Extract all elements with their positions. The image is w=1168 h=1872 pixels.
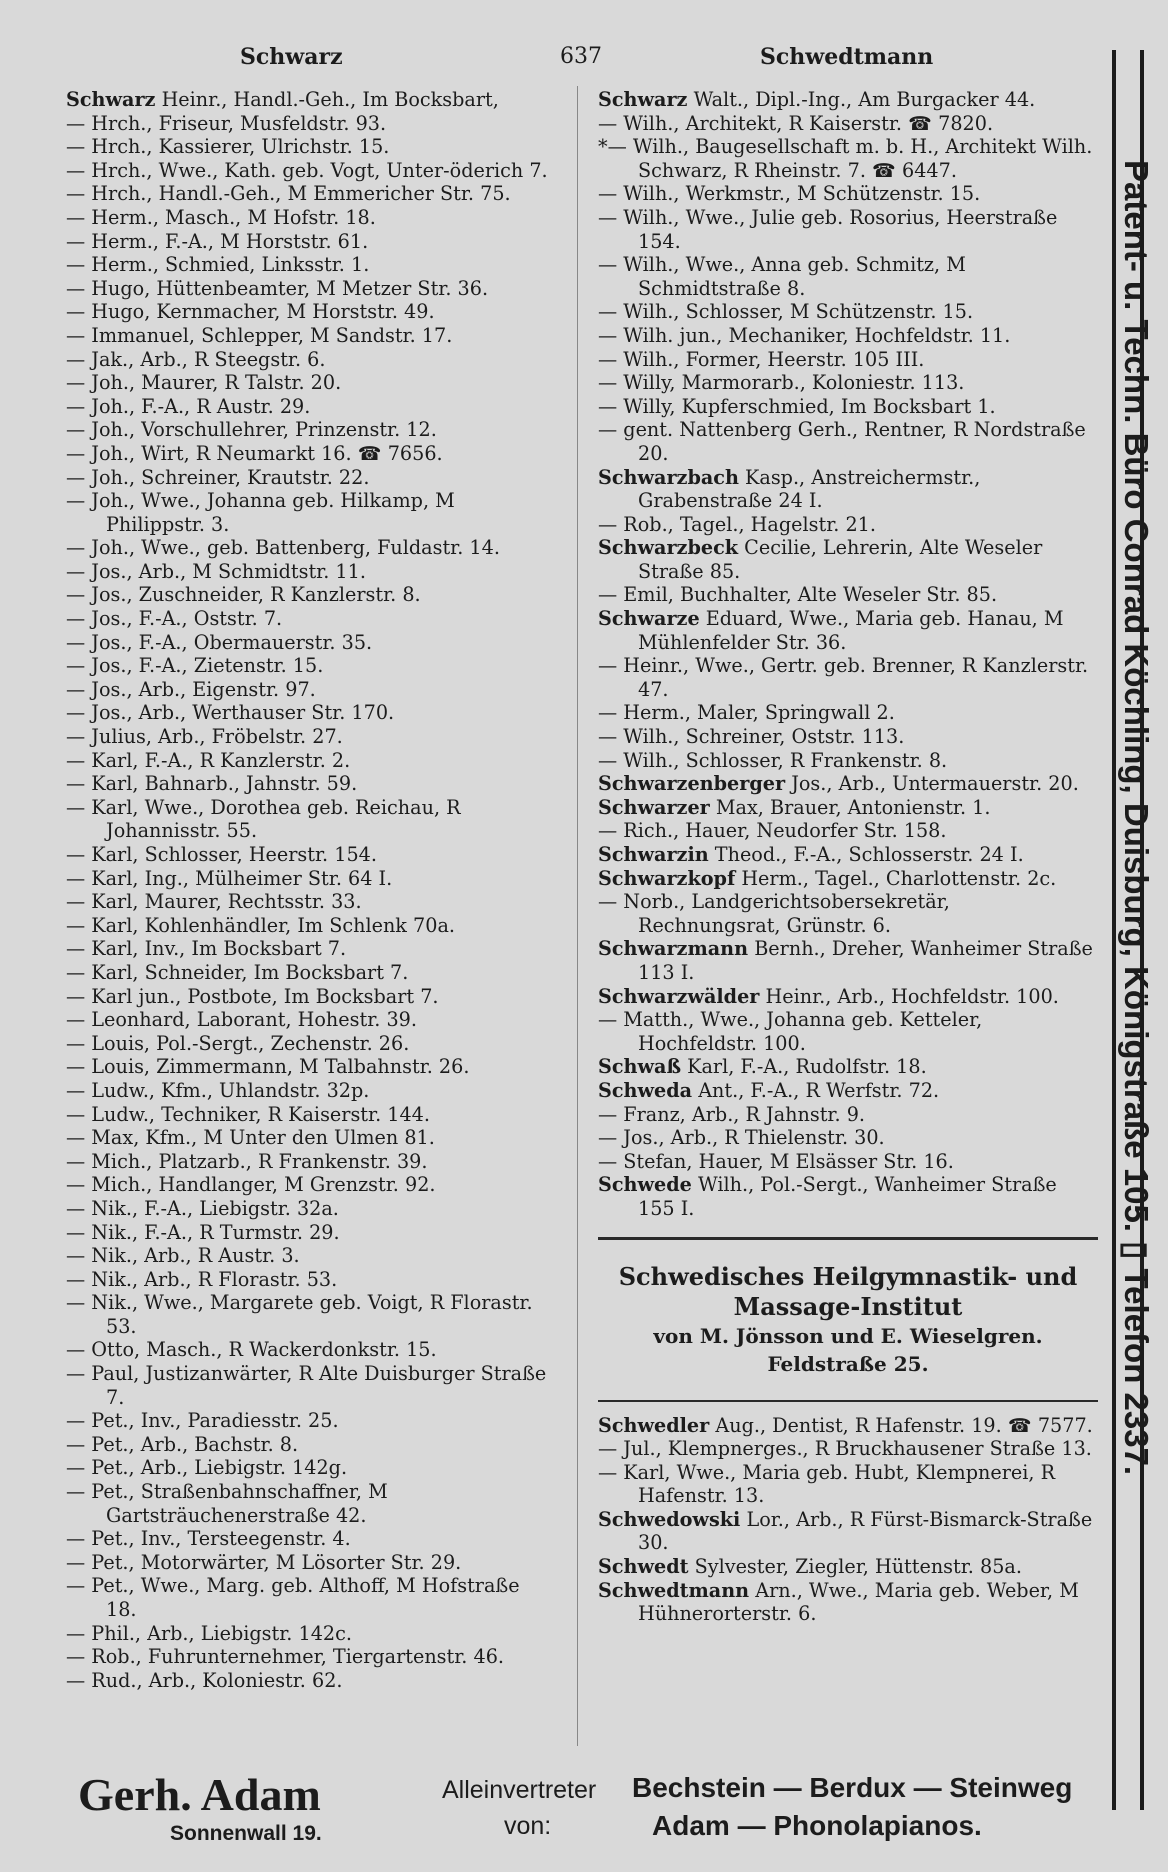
directory-entry — [66, 466, 556, 490]
entry-surname: Schwarzkopf — [598, 866, 736, 890]
entry-details: — Leonhard, Laborant, Hohestr. 39. — [66, 1008, 417, 1032]
entry-details: — Immanuel, Schlepper, M Sandstr. 17. — [66, 323, 453, 347]
entry-details: — Jul., Klempnerges., R Bruckhausener Straße 13. — [598, 1437, 1092, 1461]
directory-entry — [598, 583, 1098, 607]
directory-entry — [598, 843, 1098, 867]
directory-entry — [66, 418, 556, 442]
directory-entry — [66, 1645, 556, 1669]
entry-details: — Stefan, Hauer, M Elsässer Str. 16. — [598, 1149, 954, 1173]
entry-surname: Schwedt — [598, 1555, 689, 1579]
entry-details: — Joh., F.-A., R Austr. 29. — [66, 394, 311, 418]
entry-surname: Schwarzmann — [598, 937, 749, 961]
entry-details: — Joh., Maurer, R Talstr. 20. — [66, 371, 342, 395]
entry-details: — Hugo, Hüttenbeamter, M Metzer Str. 36. — [66, 276, 489, 300]
directory-entry — [66, 348, 556, 372]
directory-entry — [598, 607, 1098, 654]
directory-entry — [66, 206, 556, 230]
entry-details: *— Wilh., Baugesellschaft m. b. H., Architekt Wilh. Schwarz, R Rheinstr. 7. ☎ 6447. — [598, 135, 1093, 182]
advertisement-box — [598, 1262, 1098, 1378]
directory-entry — [598, 1150, 1098, 1174]
directory-entry — [66, 1197, 556, 1221]
directory-entry — [66, 135, 556, 159]
directory-entry — [598, 395, 1098, 419]
directory-entry — [66, 1527, 556, 1551]
directory-entry — [66, 1150, 556, 1174]
entry-details: — Jos., F.-A., Obermauerstr. 35. — [66, 630, 373, 654]
entry-surname: Schwarz — [598, 88, 688, 111]
entry-details: — Paul, Justizanwärter, R Alte Duisburger Straße 7. — [66, 1362, 547, 1409]
entry-details: — Joh., Wirt, R Neumarkt 16. ☎ 7656. — [66, 441, 443, 465]
entry-details: Wilh., Pol.-Sergt., Wanheimer Straße 155 I. — [638, 1173, 1057, 1220]
left-column — [66, 88, 556, 1692]
directory-entry — [66, 796, 556, 843]
directory-entry — [598, 701, 1098, 725]
entry-details: — Joh., Wwe., geb. Battenberg, Fuldastr. 14. — [66, 536, 500, 560]
directory-entry — [66, 182, 556, 206]
entry-surname: Schwarzer — [598, 795, 710, 819]
directory-entry — [66, 1622, 556, 1646]
entry-details: — Wilh., Schlosser, M Schützenstr. 15. — [598, 300, 974, 324]
directory-entry — [598, 1126, 1098, 1150]
entry-surname: Schwarzbach — [598, 465, 739, 489]
header-left-keyword: Schwarz — [240, 44, 343, 70]
directory-entry — [598, 1508, 1098, 1555]
directory-entry — [66, 985, 556, 1009]
directory-entry — [66, 1480, 556, 1527]
side-rule-left — [1112, 50, 1116, 1810]
directory-entry — [598, 1579, 1098, 1626]
directory-entry — [66, 631, 556, 655]
right-column-top-entries — [598, 88, 1098, 1221]
entry-details: — Karl, Maurer, Rechtsstr. 33. — [66, 890, 362, 914]
entry-details: — Jak., Arb., R Steegstr. 6. — [66, 347, 326, 371]
directory-entry — [66, 1433, 556, 1457]
entry-details: — Joh., Wwe., Johanna geb. Hilkamp, M Philippstr. 3. — [66, 489, 455, 536]
directory-entry — [66, 1055, 556, 1079]
directory-entry — [598, 371, 1098, 395]
entry-details: — Pet., Wwe., Marg. geb. Althoff, M Hofstraße 18. — [66, 1574, 520, 1621]
entry-details: — Nik., F.-A., R Turmstr. 29. — [66, 1220, 340, 1244]
directory-entry — [66, 1008, 556, 1032]
entry-surname: Schwarz — [66, 88, 156, 111]
directory-entry — [66, 536, 556, 560]
directory-entry — [598, 1055, 1098, 1079]
entry-surname: Schwarze — [598, 607, 700, 631]
entry-details: Max, Brauer, Antonienstr. 1. — [715, 795, 991, 819]
entry-details: — Willy, Kupferschmied, Im Bocksbart 1. — [598, 394, 996, 418]
directory-entry — [66, 1173, 556, 1197]
entry-details: — Rob., Tagel., Hagelstr. 21. — [598, 512, 876, 536]
directory-entry — [66, 1032, 556, 1056]
directory-entry — [598, 796, 1098, 820]
directory-entry — [66, 230, 556, 254]
entry-details: — Pet., Motorwärter, M Lösorter Str. 29. — [66, 1550, 462, 1574]
directory-entry — [598, 418, 1098, 465]
header-right-keyword: Schwedtmann — [760, 44, 934, 70]
entry-details: — Rud., Arb., Koloniestr. 62. — [66, 1668, 343, 1692]
entry-details: — Karl, Kohlenhändler, Im Schlenk 70a. — [66, 913, 455, 937]
entry-details: — Rob., Fuhrunternehmer, Tiergartenstr. 46. — [66, 1645, 505, 1669]
ad-owners: von M. Jönsson und E. Wieselgren. — [653, 1323, 1043, 1348]
directory-entry — [598, 135, 1098, 182]
entry-details: — Jos., F.-A., Oststr. 7. — [66, 607, 283, 631]
directory-entry — [66, 1079, 556, 1103]
entry-surname: Schwarzenberger — [598, 772, 786, 796]
entry-details: — Karl, Wwe., Maria geb. Hubt, Klempnerei, R Hafenstr. 13. — [598, 1460, 1056, 1508]
directory-entry — [598, 819, 1098, 843]
entry-details: — Hrch., Kassierer, Ulrichstr. 15. — [66, 135, 390, 159]
entry-details: — Phil., Arb., Liebigstr. 142c. — [66, 1621, 352, 1645]
entry-details: — Julius, Arb., Fröbelstr. 27. — [66, 725, 343, 749]
entry-details: — Jos., Arb., Werthauser Str. 170. — [66, 701, 395, 725]
entry-details: Theod., F.-A., Schlosserstr. 24 I. — [714, 843, 1024, 866]
directory-entry — [66, 1551, 556, 1575]
entry-details: Cecilie, Lehrerin, Alte Weseler Straße 85. — [638, 536, 1043, 583]
ad-address: Feldstraße 25. — [767, 1351, 929, 1376]
entry-details: — Karl, Bahnarb., Jahnstr. 59. — [66, 772, 358, 796]
directory-entry — [598, 1173, 1098, 1220]
directory-entry — [598, 324, 1098, 348]
entry-details: — Herm., Schmied, Linksstr. 1. — [66, 253, 370, 277]
entry-details: — Karl, Schlosser, Heerstr. 154. — [66, 843, 377, 866]
directory-entry — [598, 985, 1098, 1009]
ad-bottom-rule — [598, 1400, 1098, 1402]
entry-details: — Jos., Arb., R Thielenstr. 30. — [598, 1126, 885, 1150]
entry-details: — Wilh., Schreiner, Oststr. 113. — [598, 725, 905, 749]
directory-entry — [598, 536, 1098, 583]
directory-entry — [66, 324, 556, 348]
entry-details: — Rich., Hauer, Neudorfer Str. 158. — [598, 819, 947, 843]
directory-entry — [598, 725, 1098, 749]
directory-entry — [66, 772, 556, 796]
footer-address: Sonnenwall 19. — [170, 1822, 322, 1845]
entry-details: — Louis, Pol.-Sergt., Zechenstr. 26. — [66, 1031, 410, 1055]
entry-details: Herm., Tagel., Charlottenstr. 2c. — [741, 866, 1057, 890]
entry-details: — Herm., Masch., M Hofstr. 18. — [66, 205, 376, 229]
entry-details: — Louis, Zimmermann, M Talbahnstr. 26. — [66, 1055, 470, 1079]
directory-entry — [598, 1461, 1098, 1508]
directory-entry — [66, 890, 556, 914]
directory-entry — [598, 182, 1098, 206]
directory-entry — [66, 88, 556, 112]
entry-details: — Nik., F.-A., Liebigstr. 32a. — [66, 1196, 339, 1220]
entry-details: Karl, F.-A., Rudolfstr. 18. — [687, 1055, 927, 1079]
entry-details: Heinr., Handl.-Geh., Im Bocksbart, — [161, 88, 499, 111]
directory-entry — [598, 654, 1098, 701]
directory-entry — [66, 843, 556, 867]
directory-entry — [66, 489, 556, 536]
entry-details: — Hugo, Kernmacher, M Horststr. 49. — [66, 300, 435, 324]
entry-details: — Pet., Arb., Bachstr. 8. — [66, 1432, 299, 1456]
entry-surname: Schweda — [598, 1078, 693, 1102]
directory-entry — [598, 867, 1098, 891]
directory-entry — [598, 466, 1098, 513]
entry-details: — Karl, Wwe., Dorothea geb. Reichau, R Johannisstr. 55. — [66, 795, 461, 843]
entry-details: Arn., Wwe., Maria geb. Weber, M Hühnerorterstr. 6. — [638, 1578, 1079, 1626]
right-column-bottom-entries — [598, 1414, 1098, 1626]
directory-entry — [66, 725, 556, 749]
ad-top-rule — [598, 1237, 1098, 1240]
right-column — [598, 88, 1098, 1626]
ad-title-line1: Schwedisches Heilgymnastik- und — [618, 1261, 1078, 1291]
entry-details: Walt., Dipl.-Ing., Am Burgacker 44. — [693, 88, 1036, 111]
entry-details: — Wilh. jun., Mechaniker, Hochfeldstr. 11. — [598, 323, 1011, 347]
footer-brand: Gerh. Adam — [78, 1769, 321, 1820]
directory-entry — [66, 654, 556, 678]
entry-details: — Mich., Handlanger, M Grenzstr. 92. — [66, 1173, 436, 1197]
entry-details: — Nik., Arb., R Austr. 3. — [66, 1244, 300, 1268]
entry-details: — Pet., Inv., Tersteegenstr. 4. — [66, 1527, 351, 1551]
directory-entry — [66, 1291, 556, 1338]
entry-details: — Emil, Buchhalter, Alte Weseler Str. 85. — [598, 583, 998, 607]
entry-details: — gent. Nattenberg Gerh., Rentner, R Nordstraße 20. — [598, 418, 1086, 465]
directory-entry — [66, 1362, 556, 1409]
entry-details: — Herm., Maler, Springwall 2. — [598, 701, 895, 725]
entry-details: Lor., Arb., R Fürst-Bismarck-Straße 30. — [638, 1507, 1093, 1555]
directory-entry — [66, 1574, 556, 1621]
entry-details: — Karl, Ing., Mülheimer Str. 64 I. — [66, 866, 393, 890]
entry-details: — Karl, Schneider, Im Bocksbart 7. — [66, 960, 409, 984]
entry-surname: Schwarzin — [598, 843, 709, 866]
entry-details: — Heinr., Wwe., Gertr. geb. Brenner, R Kanzlerstr. 47. — [598, 654, 1089, 701]
directory-entry — [66, 371, 556, 395]
directory-entry — [66, 253, 556, 277]
entry-details: — Wilh., Architekt, R Kaiserstr. ☎ 7820. — [598, 111, 994, 135]
directory-entry — [66, 937, 556, 961]
directory-entry — [66, 749, 556, 773]
directory-entry — [66, 701, 556, 725]
directory-entry — [598, 206, 1098, 253]
entry-details: — Wilh., Former, Heerstr. 105 III. — [598, 347, 925, 371]
entry-details: — Karl jun., Postbote, Im Bocksbart 7. — [66, 984, 439, 1008]
entry-details: — Joh., Schreiner, Krautstr. 22. — [66, 465, 370, 489]
entry-details: — Pet., Inv., Paradiesstr. 25. — [66, 1409, 339, 1433]
directory-entry — [598, 1414, 1098, 1438]
directory-entry — [598, 1555, 1098, 1579]
directory-entry — [598, 772, 1098, 796]
directory-entry — [66, 1244, 556, 1268]
entry-details: Bernh., Dreher, Wanheimer Straße 113 I. — [638, 937, 1093, 984]
entry-details: Jos., Arb., Untermauerstr. 20. — [791, 772, 1079, 796]
entry-details: Sylvester, Ziegler, Hüttenstr. 85a. — [694, 1555, 1022, 1579]
directory-entry — [598, 300, 1098, 324]
directory-entry — [598, 890, 1098, 937]
directory-entry — [66, 300, 556, 324]
entry-details: — Ludw., Kfm., Uhlandstr. 32p. — [66, 1078, 370, 1102]
directory-entry — [66, 1268, 556, 1292]
entry-details: — Jos., F.-A., Zietenstr. 15. — [66, 654, 324, 678]
entry-details: — Herm., F.-A., M Horststr. 61. — [66, 229, 369, 253]
entry-details: Heinr., Arb., Hochfeldstr. 100. — [765, 984, 1059, 1008]
entry-details: — Norb., Landgerichtsobersekretär, Rechnungsrat, Grünstr. 6. — [598, 890, 950, 937]
footer-von: von: — [504, 1812, 552, 1840]
entry-details: Kasp., Anstreichermstr., Grabenstraße 24 I. — [638, 465, 981, 513]
column-divider — [577, 86, 578, 1746]
directory-entry — [66, 112, 556, 136]
entry-details: — Hrch., Wwe., Kath. geb. Vogt, Unter-öderich 7. — [66, 158, 548, 182]
directory-entry — [598, 749, 1098, 773]
directory-entry — [598, 253, 1098, 300]
entry-details: — Willy, Marmorarb., Koloniestr. 113. — [598, 371, 965, 395]
directory-entry — [598, 513, 1098, 537]
side-banner-text: Patent- u. Techn. Büro Conrad Köchling, Duisburg, Königstraße 105. ▯ Telefon 2337. — [1118, 160, 1155, 1476]
directory-entry — [66, 395, 556, 419]
entry-details: — Joh., Vorschullehrer, Prinzenstr. 12. — [66, 418, 437, 442]
footer-brands-line2: Adam — Phonolapianos. — [652, 1810, 982, 1841]
directory-entry — [66, 1456, 556, 1480]
page-header — [80, 44, 1100, 80]
entry-details: — Jos., Arb., Eigenstr. 97. — [66, 677, 316, 701]
directory-entry — [66, 583, 556, 607]
directory-entry — [66, 607, 556, 631]
directory-entry — [66, 442, 556, 466]
entry-details: — Nik., Wwe., Margarete geb. Voigt, R Florastr. 53. — [66, 1291, 533, 1338]
directory-entry — [66, 1103, 556, 1127]
entry-details: — Mich., Platzarb., R Frankenstr. 39. — [66, 1149, 428, 1173]
directory-entry — [66, 277, 556, 301]
directory-entry — [598, 1103, 1098, 1127]
entry-details: — Nik., Arb., R Florastr. 53. — [66, 1267, 338, 1291]
page-number: 637 — [560, 44, 602, 69]
entry-details: — Hrch., Handl.-Geh., M Emmericher Str. 75. — [66, 182, 511, 206]
entry-details: Eduard, Wwe., Maria geb. Hanau, M Mühlenfelder Str. 36. — [638, 607, 1064, 654]
ad-title-line2: Massage-Institut — [733, 1291, 963, 1321]
directory-entry — [66, 1221, 556, 1245]
directory-entry — [66, 1338, 556, 1362]
entry-details: — Ludw., Techniker, R Kaiserstr. 144. — [66, 1102, 430, 1126]
entry-details: — Otto, Masch., R Wackerdonkstr. 15. — [66, 1338, 437, 1362]
directory-entry — [598, 1079, 1098, 1103]
entry-surname: Schwedowski — [598, 1507, 741, 1531]
footer-representative: Alleinvertreter — [442, 1776, 597, 1804]
directory-entry — [598, 1008, 1098, 1055]
directory-entry — [66, 560, 556, 584]
entry-details: — Wilh., Wwe., Julie geb. Rosorius, Heerstraße 154. — [598, 205, 1058, 253]
entry-details: Ant., F.-A., R Werfstr. 72. — [698, 1078, 940, 1102]
directory-entry — [598, 348, 1098, 372]
entry-surname: Schwede — [598, 1173, 692, 1197]
directory-entry — [66, 1126, 556, 1150]
entry-details: — Jos., Zuschneider, R Kanzlerstr. 8. — [66, 583, 421, 607]
entry-details: — Karl, F.-A., R Kanzlerstr. 2. — [66, 748, 351, 772]
entry-surname: Schwedtmann — [598, 1578, 750, 1602]
entry-details: — Matth., Wwe., Johanna geb. Ketteler, Hochfeldstr. 100. — [598, 1008, 983, 1055]
directory-entry — [598, 112, 1098, 136]
entry-details: — Wilh., Wwe., Anna geb. Schmitz, M Schmidtstraße 8. — [598, 253, 966, 300]
directory-entry — [66, 867, 556, 891]
directory-entry — [66, 914, 556, 938]
entry-surname: Schwedler — [598, 1413, 710, 1437]
directory-entry — [66, 678, 556, 702]
entry-details: — Karl, Inv., Im Bocksbart 7. — [66, 937, 347, 961]
entry-details: — Wilh., Schlosser, R Frankenstr. 8. — [598, 748, 948, 772]
footer-advertisement — [78, 1768, 1108, 1848]
entry-surname: Schwarzbeck — [598, 536, 739, 560]
entry-details: — Wilh., Werkmstr., M Schützenstr. 15. — [598, 182, 981, 206]
entry-details: — Pet., Arb., Liebigstr. 142g. — [66, 1456, 348, 1480]
directory-entry — [66, 1669, 556, 1693]
directory-entry — [598, 937, 1098, 984]
entry-surname: Schwarzwälder — [598, 984, 760, 1008]
entry-details: — Hrch., Friseur, Musfeldstr. 93. — [66, 111, 387, 135]
entry-details: — Franz, Arb., R Jahnstr. 9. — [598, 1102, 866, 1126]
directory-entry — [66, 1409, 556, 1433]
directory-entry — [598, 88, 1098, 112]
footer-brands-line1: Bechstein — Berdux — Steinweg — [632, 1772, 1073, 1803]
entry-details: — Max, Kfm., M Unter den Ulmen 81. — [66, 1126, 435, 1150]
entry-details: Aug., Dentist, R Hafenstr. 19. ☎ 7577. — [715, 1413, 1093, 1437]
entry-surname: Schwaß — [598, 1055, 682, 1079]
entry-details: — Jos., Arb., M Schmidtstr. 11. — [66, 559, 366, 583]
entry-details: — Pet., Straßenbahnschaffner, M Gartsträuchenerstraße 42. — [66, 1480, 388, 1527]
directory-entry — [598, 1437, 1098, 1461]
directory-entry — [66, 961, 556, 985]
directory-entry — [66, 159, 556, 183]
